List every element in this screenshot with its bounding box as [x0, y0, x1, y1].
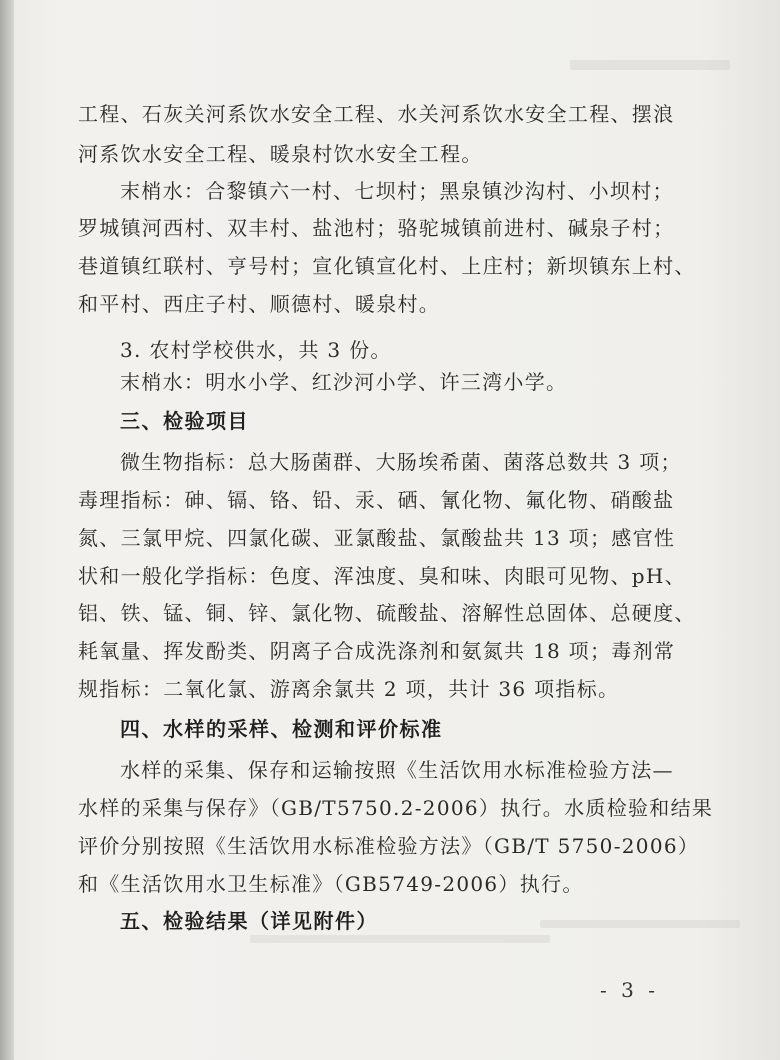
body-line: 3. 农村学校供水，共 3 份。	[120, 338, 392, 362]
body-line: 评价分别按照《生活饮用水标准检验方法》（GB/T 5750-2006）	[78, 834, 700, 858]
body-line: 河系饮水安全工程、暖泉村饮水安全工程。	[78, 142, 483, 166]
body-line: 和《生活饮用水卫生标准》（GB5749-2006）执行。	[78, 872, 584, 896]
body-line: 和平村、西庄子村、顺德村、暖泉村。	[78, 292, 441, 316]
body-line: 规指标：二氧化氯、游离余氯共 2 项，共计 36 项指标。	[78, 677, 620, 701]
body-line: 末梢水：明水小学、红沙河小学、许三湾小学。	[120, 370, 568, 394]
body-line: 水样的采集与保存》（GB/T5750.2-2006）执行。水质检验和结果	[78, 796, 714, 820]
body-line: 水样的采集、保存和运输按照《生活饮用水标准检验方法—	[120, 758, 674, 782]
body-line: 氮、三氯甲烷、四氯化碳、亚氯酸盐、氯酸盐共 13 项；感官性	[78, 526, 676, 550]
page-number: - 3 -	[600, 978, 659, 1002]
section-heading: 三、检验项目	[120, 409, 249, 433]
body-line: 微生物指标：总大肠菌群、大肠埃希菌、菌落总数共 3 项；	[120, 450, 682, 474]
body-line: 罗城镇河西村、双丰村、盐池村；骆驼城镇前进村、碱泉子村；	[78, 216, 675, 240]
body-line: 末梢水：合黎镇六一村、七坝村；黑泉镇沙沟村、小坝村；	[120, 179, 674, 203]
section-heading: 五、检验结果（详见附件）	[120, 909, 378, 933]
body-line: 铝、铁、锰、铜、锌、氯化物、硫酸盐、溶解性总固体、总硬度、	[78, 601, 696, 625]
body-line: 毒理指标：砷、镉、铬、铅、汞、硒、氰化物、氟化物、硝酸盐	[78, 488, 675, 512]
body-line: 耗氧量、挥发酚类、阴离子合成洗涤剂和氨氮共 18 项；毒剂常	[78, 639, 676, 663]
body-line: 工程、石灰关河系饮水安全工程、水关河系饮水安全工程、摆浪	[78, 102, 675, 126]
body-line: 状和一般化学指标：色度、浑浊度、臭和味、肉眼可见物、pH、	[78, 564, 686, 588]
body-line: 巷道镇红联村、亨号村；宣化镇宣化村、上庄村；新坝镇东上村、	[78, 254, 696, 278]
section-heading: 四、水样的采样、检测和评价标准	[120, 717, 443, 741]
